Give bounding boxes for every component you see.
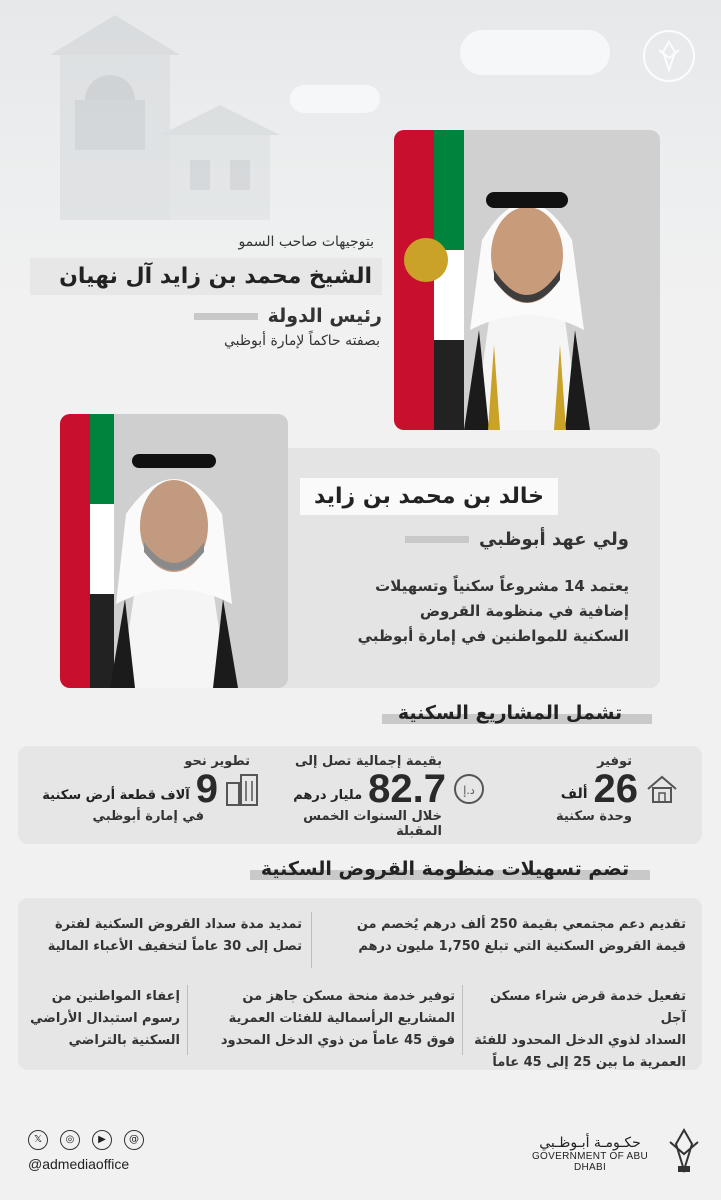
description-line: إضافية في منظومة القروض	[419, 601, 629, 620]
stat-bottom-label: خلال السنوات الخمس المقبلة	[303, 809, 442, 839]
crown-prince-text	[300, 478, 645, 648]
facility-item	[195, 986, 455, 1052]
facility-line: تقديم دعم مجتمعي بقيمة 250 ألف درهم يُخصم من	[356, 917, 686, 932]
facility-line: توفير خدمة منحة مسكن جاهز من	[242, 989, 455, 1004]
description-line: يعتمد 14 مشروعاً سكنياً وتسهيلات	[375, 577, 629, 595]
stat-unit: مليار درهم	[293, 787, 363, 803]
crown-prince-portrait	[60, 414, 288, 688]
stat-top-label: توفير	[597, 754, 632, 769]
x-icon[interactable]: 𝕏	[28, 1130, 48, 1150]
facility-line: فوق 45 عاماً من ذوي الدخل المحدود	[220, 1033, 455, 1049]
stat-land-plots	[30, 754, 260, 824]
stat-unit: آلاف قطعة أرض سكنية	[42, 787, 190, 803]
stat-bottom-label: وحدة سكنية	[555, 809, 632, 824]
stat-bottom-label: في إمارة أبوظبي	[92, 809, 204, 824]
president-role: بصفته حاكماً لإمارة أبوظبي	[223, 333, 380, 349]
instagram-icon[interactable]: ◎	[60, 1130, 80, 1150]
facility-line: تفعيل خدمة قرض شراء مسكن آجل	[490, 989, 686, 1027]
government-logo-text	[520, 1135, 660, 1173]
divider	[311, 912, 312, 968]
facility-line: إعفاء المواطنين من	[51, 989, 180, 1004]
divider	[187, 985, 188, 1055]
directives-text: بتوجيهات صاحب السمو	[238, 234, 374, 250]
facility-line: السكنية بالتراضي	[68, 1033, 180, 1049]
facility-item	[318, 914, 686, 958]
house-icon	[644, 771, 680, 807]
stat-top-label: بقيمة إجمالية تصل إلى	[295, 754, 442, 769]
social-icons	[28, 1130, 144, 1150]
facility-line: رسوم استبدال الأراضي	[30, 1011, 180, 1027]
facility-line: العمرية ما بين 25 إلى 45 عاماً	[492, 1055, 686, 1071]
intro-block	[30, 234, 382, 349]
svg-text:د.إ: د.إ	[463, 784, 475, 797]
projects-heading: تشمل المشاريع السكنية	[397, 702, 623, 724]
president-name: الشيخ محمد بن زايد آل نهيان	[30, 258, 382, 295]
divider	[462, 985, 463, 1055]
social-handle[interactable]: @admediaoffice	[28, 1156, 130, 1172]
threads-icon[interactable]: @	[124, 1130, 144, 1150]
facility-line: تمديد مدة سداد القروض السكنية لفترة	[54, 917, 302, 932]
stat-number: 26	[593, 767, 638, 811]
crown-prince-title: ولي عهد أبوظبي	[479, 529, 629, 550]
stat-unit: ألف	[560, 786, 588, 802]
facility-item	[30, 986, 180, 1052]
facility-line: قيمة القروض السكنية التي تبلغ 1,750 مليون درهم	[358, 939, 686, 955]
stat-top-label: تطوير نحو	[184, 754, 250, 769]
cloud	[460, 30, 610, 75]
buildings-icon	[224, 771, 260, 807]
facility-item	[470, 986, 686, 1074]
facility-line: تصل إلى 30 عاماً لتخفيف الأعباء المالية	[47, 939, 302, 955]
facility-line: المشاريع الرأسمالية للفئات العمرية	[228, 1011, 455, 1027]
stat-total-value	[276, 754, 486, 839]
cloud	[290, 85, 380, 113]
decorative-bar	[194, 313, 258, 320]
stat-number: 82.7	[368, 767, 446, 811]
stat-housing-units	[500, 754, 680, 824]
decorative-bar	[405, 536, 469, 543]
gov-arabic: حكـومـة أبـوظـبي	[539, 1135, 641, 1151]
facilities-heading: تضم تسهيلات منظومة القروض السكنية	[260, 858, 630, 880]
facility-item	[30, 914, 302, 958]
villa-sketch-illustration	[40, 10, 280, 230]
abu-dhabi-emblem-icon	[664, 1126, 704, 1176]
facility-line: السداد لذوي الدخل المحدود للفئة	[474, 1033, 686, 1049]
emblem-icon	[404, 238, 448, 282]
currency-icon	[452, 772, 486, 806]
president-portrait	[394, 130, 660, 430]
president-title: رئيس الدولة	[267, 305, 382, 327]
crown-prince-name: خالد بن محمد بن زايد	[300, 478, 558, 515]
gov-english: GOVERNMENT OF ABU DHABI	[531, 1151, 649, 1173]
stat-number: 9	[195, 767, 218, 811]
falcon-logo-icon	[643, 30, 695, 82]
description-line: السكنية للمواطنين في إمارة أبوظبي	[357, 626, 629, 645]
youtube-icon[interactable]: ▶	[92, 1130, 112, 1150]
